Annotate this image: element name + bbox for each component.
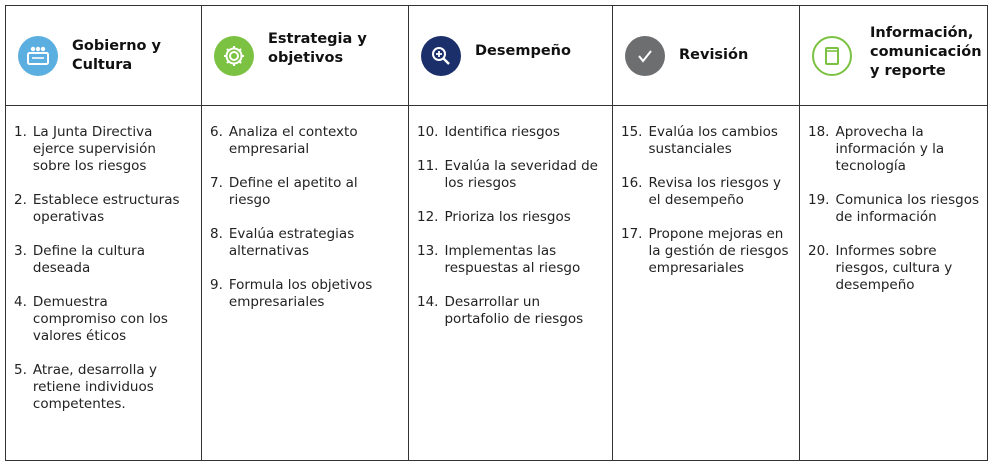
title-line: Gobierno y [72,37,161,54]
checkmark-icon [625,36,665,76]
column-header-revision [613,6,800,106]
document-icon [812,36,852,76]
list-item [14,243,193,277]
item-text: Informes sobre riesgos, cultura y desempeño [835,243,953,293]
title-line: Revisión [679,47,749,63]
list-item [621,124,791,158]
list-item [14,362,193,413]
item-number: 18. [808,124,830,140]
list-item [808,124,979,175]
item-text: Implementas las respuestas al riesgo [444,243,581,276]
item-text: Prioriza los riesgos [444,209,571,225]
item-number: 15. [621,124,643,140]
item-number: 12. [417,209,439,225]
item-number: 8. [210,226,223,242]
magnifier-plus-icon [421,36,461,76]
list-item [417,209,604,226]
item-number: 4. [14,294,27,310]
list-item [417,158,604,192]
item-number: 9. [210,277,223,293]
title-line: comunicación [870,44,982,60]
item-text: Revisa los riesgos y el desempeño [648,175,782,208]
list-item [14,192,193,226]
title-line: Información, [870,25,974,41]
item-text: Evalúa los cambios sustanciales [648,124,778,157]
list-item [210,277,400,311]
item-text: Analiza el contexto empresarial [228,124,358,157]
item-number: 5. [14,362,27,378]
item-text: Define el apetito al riesgo [228,175,358,208]
item-number: 14. [417,294,439,310]
item-number: 7. [210,175,223,191]
item-text: Establece estructuras operativas [32,192,180,225]
column-body-estrategia [202,106,409,460]
item-number: 6. [210,124,223,140]
item-text: Evalúa estrategias alternativas [228,226,355,259]
item-number: 17. [621,226,643,242]
item-text: Propone mejoras en la gestión de riesgos empresariales [648,226,789,276]
column-body-desempeno [409,106,613,460]
title-line: y reporte [870,63,946,79]
item-number: 1. [14,124,27,140]
item-text: Formula los objetivos empresariales [228,277,373,310]
item-number: 20. [808,243,830,259]
column-body-revision [613,106,800,460]
column-title [679,46,748,65]
item-number: 19. [808,192,830,208]
list-item [417,294,604,328]
people-board-icon [18,36,58,76]
item-number: 11. [417,158,439,174]
list-item [210,175,400,209]
item-text: Comunica los riesgos de información [835,192,980,225]
title-line: Desempeño [475,43,571,59]
list-item [417,124,604,141]
gear-icon [214,36,254,76]
list-item [14,124,193,175]
item-number: 10. [417,124,439,140]
list-item [808,243,979,294]
list-item [14,294,193,345]
item-number: 2. [14,192,27,208]
column-body-informacion [800,106,987,460]
list-item [808,192,979,226]
column-header-estrategia [202,6,409,106]
item-text: Atrae, desarrolla y retiene individuos competentes. [32,362,157,412]
column-title [475,42,571,61]
title-line: Cultura [72,56,133,73]
column-header-informacion [800,6,987,106]
item-text: Define la cultura deseada [32,243,145,276]
column-title [268,30,367,68]
item-number: 3. [14,243,27,259]
item-number: 13. [417,243,439,259]
item-number: 16. [621,175,643,191]
column-header-desempeno [409,6,613,106]
item-text: Aprovecha la información y la tecnología [835,124,945,174]
title-line: Estrategia y [268,30,367,47]
list-item [210,124,400,158]
column-title [72,37,161,75]
list-item [210,226,400,260]
item-text: La Junta Directiva ejerce supervisión sobre los riesgos [32,124,156,174]
item-text: Desarrollar un portafolio de riesgos [444,294,584,327]
item-text: Identifica riesgos [444,124,560,140]
column-body-gobierno [6,106,202,460]
column-header-gobierno [6,6,202,106]
list-item [417,243,604,277]
title-line: objetivos [268,49,344,66]
item-text: Demuestra compromiso con los valores éticos [32,294,168,344]
item-text: Evalúa la severidad de los riesgos [444,158,598,191]
erm-components-table [5,5,988,461]
column-title [870,24,982,81]
list-item [621,175,791,209]
list-item [621,226,791,277]
